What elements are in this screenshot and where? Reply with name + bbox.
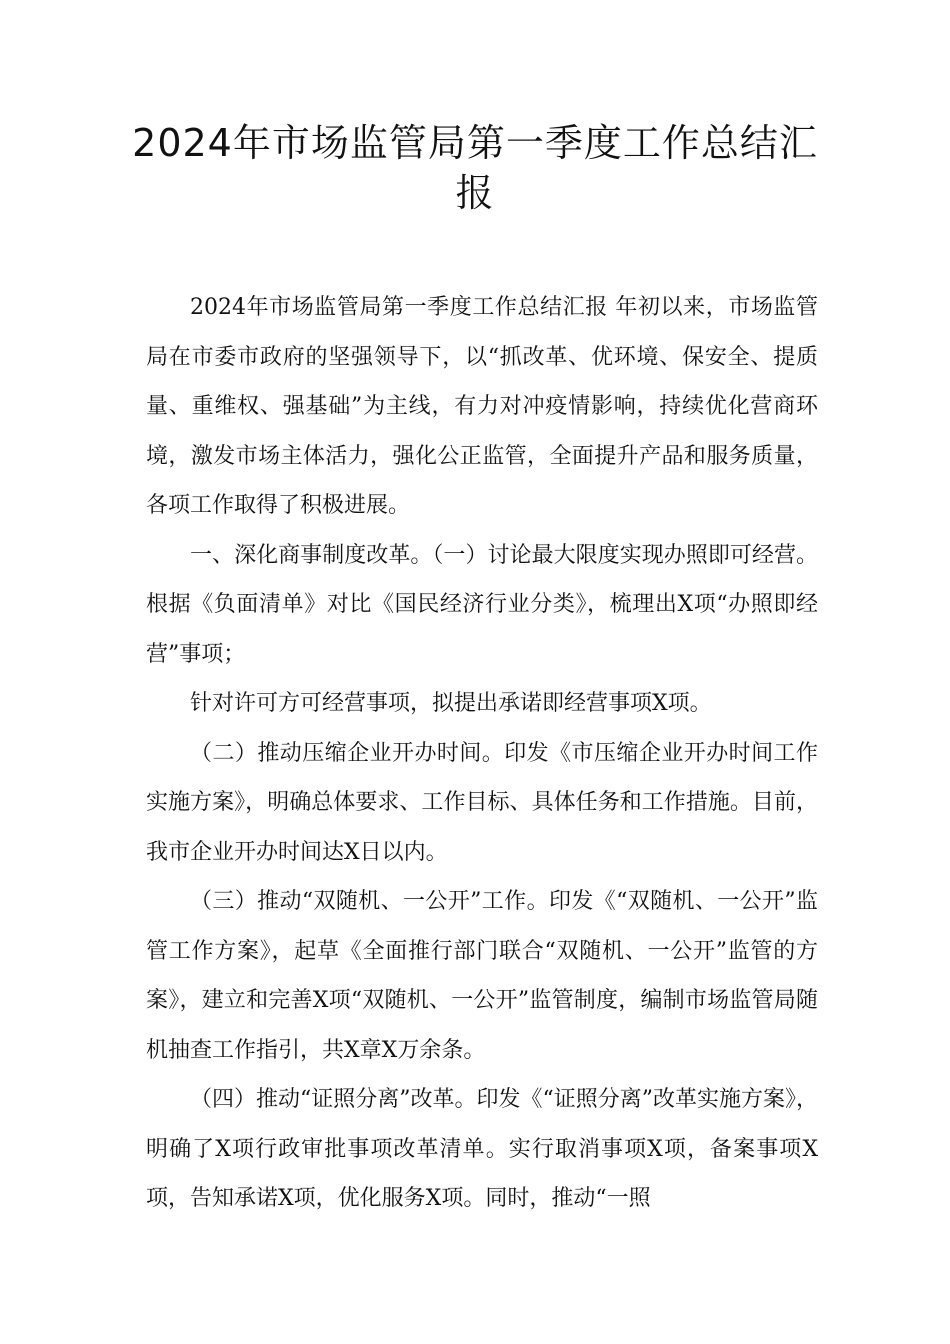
document-body [146, 283, 818, 1224]
paragraph-section-2: （二）推动压缩企业开办时间。印发《市压缩企业开办时间工作实施方案》，明确总体要求、工作目标、具体任务和工作措施。目前，我市企业开办时间达X日以内。 [146, 740, 818, 865]
paragraph-section-1: 一、深化商事制度改革。（一）讨论最大限度实现办照即可经营。根据《负面清单》对比《国民经济行业分类》，梳理出X项“办照即经营”事项； [146, 542, 818, 667]
paragraph-section-4: （四）推动“证照分离”改革。印发《“证照分离”改革实施方案》，明确了X项行政审批事项改革清单。实行取消事项X项，备案事项X项，告知承诺X项，优化服务X项。同时，推动“一照 [146, 1087, 818, 1211]
document-title: 2024年市场监管局第一季度工作总结汇报 [132, 121, 818, 215]
paragraph-permit-items: 针对许可方可经营事项，拟提出承诺即经营事项X项。 [190, 691, 712, 716]
paragraph-section-3: （三）推动“双随机、一公开”工作。印发《“双随机、一公开”监管工作方案》，起草《全面推行部门联合“双随机、一公开”监管的方案》，建立和完善X项“双随机、一公开”监管制度，编制市场监管局随机抽查工作指引，共X章X万余条。 [146, 889, 818, 1063]
paragraph-intro: 2024年市场监管局第一季度工作总结汇报 年初以来，市场监管局在市委市政府的坚强领导下，以“抓改革、优环境、保安全、提质量、重维权、强基础”为主线，有力对冲疫情影响，持续优化营商环境，激发市场主体活力，强化公正监管，全面提升产品和服务质量，各项工作取得了积极进展。 [146, 295, 818, 518]
